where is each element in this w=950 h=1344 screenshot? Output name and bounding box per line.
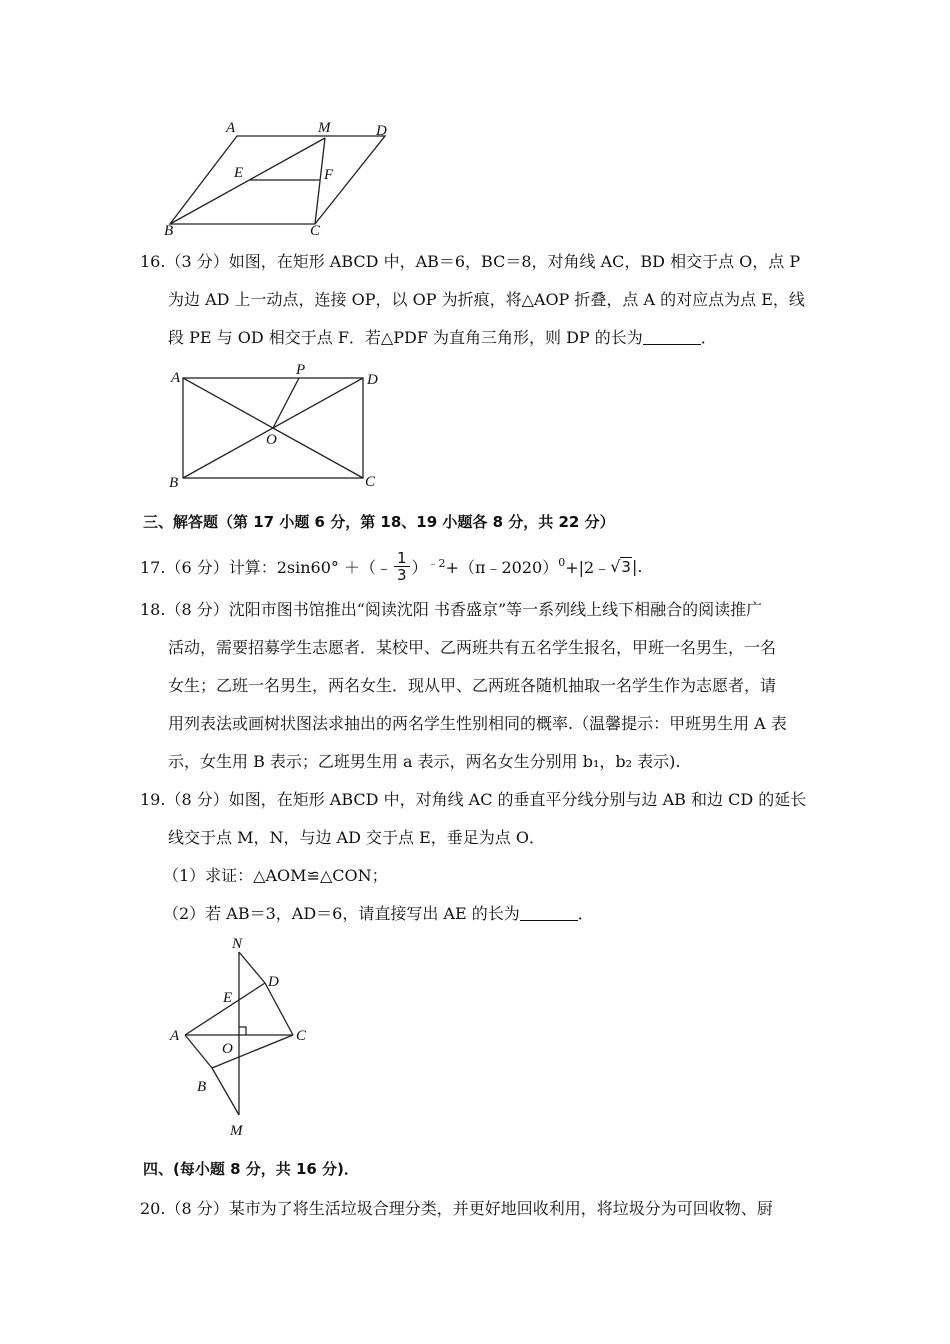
q17-frac-num: 1: [394, 550, 410, 567]
answer-blank-16[interactable]: [643, 330, 701, 345]
label-E: E: [223, 990, 233, 1006]
label-A: A: [226, 120, 236, 136]
q20-line-1: 20.（8 分）某市为了将生活垃圾合理分类，并更好地回收利用，将垃圾分为可回收物、厨: [140, 1199, 773, 1218]
q18-line-4: 用列表法或画树状图法求抽出的两名学生性别相同的概率.（温馨提示：甲班男生用 A 表: [168, 714, 787, 733]
q18-line-3: 女生；乙班一名男生，两名女生．现从甲、乙两班各随机抽取一名学生作为志愿者，请: [168, 676, 777, 695]
q19-part-2-text: （2）若 AB＝3，AD＝6，请直接写出 AE 的长为: [163, 904, 520, 923]
label-N: N: [232, 936, 243, 952]
label-O: O: [266, 432, 277, 448]
figure-q19: [160, 930, 330, 1145]
figure-rectangle: [165, 360, 395, 495]
label-F: F: [324, 167, 334, 183]
q17-suffix-d: |.: [631, 557, 643, 576]
q17-line: [140, 550, 642, 583]
q16-line-1: 16.（3 分）如图，在矩形 ABCD 中，AB＝6，BC＝8，对角线 AC，BD 相交于点 O，点 P: [140, 252, 801, 271]
q16-line-3: [168, 325, 717, 348]
section-4-title: 四、(每小题 8 分，共 16 分)．: [143, 1160, 359, 1178]
label-B: B: [197, 1079, 207, 1095]
label-E: E: [234, 165, 244, 181]
label-C: C: [310, 223, 321, 239]
label-B: B: [164, 223, 174, 239]
q17-fraction: [394, 550, 410, 583]
q19-line-2: 线交于点 M，N，与边 AD 交于点 E，垂足为点 O．: [168, 828, 545, 847]
label-A: A: [171, 370, 181, 386]
label-M: M: [230, 1123, 243, 1139]
q19-part-2: [163, 901, 594, 924]
label-D: D: [367, 372, 378, 388]
sqrt-symbol: √: [610, 557, 621, 576]
q17-prefix: 17.（6 分）计算：2sin60° ＋（﹣: [140, 558, 392, 577]
q19-part-1: （1）求证：△AOM≌△CON；: [163, 866, 388, 885]
q17-frac-den: 3: [396, 566, 407, 584]
q19-line-1: 19.（8 分）如图，在矩形 ABCD 中，对角线 AC 的垂直平分线分别与边 AB 和边 CD 的延长: [140, 790, 807, 809]
label-D: D: [376, 123, 387, 139]
label-M: M: [318, 120, 331, 136]
q19-part-2-end: ．: [577, 904, 594, 923]
q18-line-1: 18.（8 分）沈阳市图书馆推出“阅读沈阳 书香盛京”等一系列线上线下相融合的阅读推广: [140, 600, 763, 619]
label-C: C: [296, 1028, 307, 1044]
q16-line-2: 为边 AD 上一动点，连接 OP，以 OP 为折痕，将△AOP 折叠，点 A 的对应点为点 E，线: [168, 290, 805, 309]
figure-parallelogram: [160, 115, 410, 240]
label-C: C: [365, 474, 376, 490]
q17-suffix-b: +（π﹣2020）: [445, 558, 559, 577]
section-3-title: 三、解答题（第 17 小题 6 分，第 18、19 小题各 8 分，共 22 分）: [143, 513, 615, 531]
q16-line-3-text: 段 PE 与 OD 相交于点 F．若△PDF 为直角三角形，则 DP 的长为: [168, 328, 643, 347]
q18-line-2: 活动，需要招募学生志愿者．某校甲、乙两班共有五名学生报名，甲班一名男生，一名: [168, 638, 777, 657]
q17-suffix-c: +|2﹣: [565, 558, 611, 577]
label-P: P: [296, 362, 306, 378]
q17-suffix-a: ）: [411, 558, 428, 577]
answer-blank-19[interactable]: [520, 906, 578, 921]
q16-line-3-end: ．: [700, 328, 717, 347]
q17-sqrt-value: 3: [621, 558, 631, 576]
q17-exp-1: ﹣2: [427, 556, 446, 570]
label-B: B: [169, 475, 179, 491]
q18-line-5: 示，女生用 B 表示；乙班男生用 a 表示，两名女生分别用 b₁，b₂ 表示).: [168, 752, 681, 771]
label-A: A: [170, 1028, 180, 1044]
q17-exp-2: 0: [558, 556, 566, 569]
label-O: O: [222, 1041, 233, 1057]
label-D: D: [268, 974, 279, 990]
